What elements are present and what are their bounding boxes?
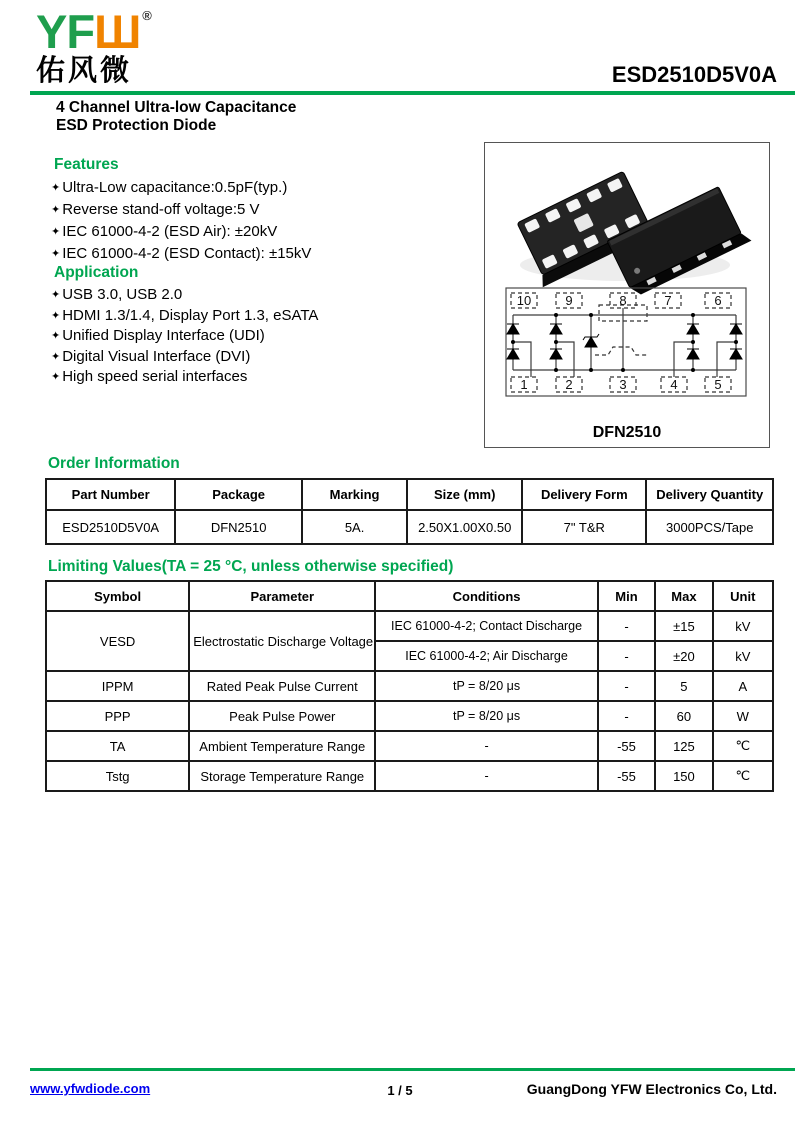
pin-label-9: 9: [565, 293, 573, 308]
application-text: Digital Visual Interface (DVI): [62, 347, 251, 365]
max-cell: 125: [655, 731, 712, 761]
application-text: USB 3.0, USB 2.0: [62, 286, 183, 303]
col-header: Marking: [302, 479, 407, 510]
pin-label-8: 8: [619, 293, 627, 308]
min-cell: -: [598, 701, 655, 731]
yfw-logo: [36, 5, 151, 87]
max-cell: 150: [655, 761, 712, 791]
footer-divider: [30, 1068, 795, 1071]
max-cell: 5: [655, 671, 712, 701]
list-item: [51, 347, 318, 368]
parameter-cell: Peak Pulse Power: [189, 701, 375, 731]
min-cell: -: [598, 611, 655, 641]
feature-text: IEC 61000-4-2 (ESD Contact): ±15kV: [62, 245, 312, 262]
application-heading: Application: [54, 264, 139, 281]
col-header: Symbol: [46, 581, 189, 611]
company-name: GuangDong YFW Electronics Co, Ltd.: [526, 1081, 777, 1097]
package-name-label: DFN2510: [592, 424, 662, 441]
table-row: [46, 671, 773, 701]
bullet-icon: ✦: [51, 309, 61, 322]
list-item: [51, 243, 311, 265]
limiting-values-heading: Limiting Values(TA = 25 °C, unless otherwise specified): [48, 558, 454, 575]
list-item: [51, 306, 318, 327]
table-row: [46, 701, 773, 731]
max-cell: ±20: [655, 641, 712, 671]
col-header: Max: [655, 581, 712, 611]
application-text: High speed serial interfaces: [62, 368, 248, 385]
table-header-row: [46, 479, 773, 510]
conditions-cell: -: [375, 761, 597, 791]
package-3d-image: [513, 171, 752, 297]
package-figure-graphic: [485, 143, 769, 447]
size-cell: 2.50X1.00X0.50: [407, 510, 522, 544]
application-text: Unified Display Interface (UDI): [62, 327, 265, 344]
col-header: Package: [175, 479, 301, 510]
col-header: Min: [598, 581, 655, 611]
col-header: Delivery Form: [522, 479, 646, 510]
marking-cell: 5A.: [302, 510, 407, 544]
list-item: [51, 326, 318, 347]
symbol-cell: TA: [46, 731, 189, 761]
list-item: [51, 285, 318, 306]
symbol-cell: VESD: [46, 611, 189, 671]
unit-cell: kV: [713, 611, 773, 641]
bullet-icon: ✦: [51, 289, 61, 301]
unit-cell: A: [713, 671, 773, 701]
subtitle-line1: 4 Channel Ultra-low Capacitance: [56, 99, 297, 116]
feature-text: Reverse stand-off voltage:5 V: [62, 201, 260, 218]
conditions-cell: -: [375, 731, 597, 761]
pin-label-7: 7: [664, 293, 672, 308]
delivery-quantity-cell: 3000PCS/Tape: [646, 510, 773, 544]
col-header: Conditions: [375, 581, 597, 611]
pin-label-10: 10: [516, 293, 532, 308]
table-row: [46, 761, 773, 791]
col-header: Size (mm): [407, 479, 522, 510]
parameter-cell: Ambient Temperature Range: [189, 731, 375, 761]
limiting-values-table: [45, 580, 774, 792]
package-figure-box: [484, 142, 770, 448]
bullet-icon: ✦: [51, 330, 61, 342]
part-number-cell: ESD2510D5V0A: [46, 510, 175, 544]
feature-text: Ultra-Low capacitance:0.5pF(typ.): [62, 179, 288, 196]
logo-wordmark: [36, 5, 151, 58]
header-divider: [30, 91, 795, 95]
pin-label-1: 1: [520, 377, 528, 392]
list-item: [51, 177, 311, 199]
list-item: [51, 367, 318, 388]
subtitle-line2: ESD Protection Diode: [56, 117, 217, 134]
bullet-icon: ✦: [51, 226, 61, 238]
symbol-cell: Tstg: [46, 761, 189, 791]
unit-cell: ℃: [713, 761, 773, 791]
registered-trademark-icon: ®: [142, 8, 151, 23]
logo-text-green: YF: [36, 5, 95, 58]
bullet-icon: ✦: [51, 371, 61, 383]
bullet-icon: ✦: [51, 182, 61, 194]
table-row: [46, 510, 773, 544]
logo-chinese-name: 佑风微: [36, 55, 133, 87]
conditions-cell: IEC 61000-4-2; Air Discharge: [375, 641, 597, 671]
col-header: Delivery Quantity: [646, 479, 773, 510]
list-item: [51, 221, 311, 243]
delivery-form-cell: 7" T&R: [522, 510, 646, 544]
max-cell: 60: [655, 701, 712, 731]
website-link[interactable]: www.yfwdiode.com: [30, 1081, 151, 1096]
symbol-cell: PPP: [46, 701, 189, 731]
symbol-cell: IPPM: [46, 671, 189, 701]
max-cell: ±15: [655, 611, 712, 641]
product-title: ESD2510D5V0A: [611, 62, 777, 87]
pin-label-4: 4: [670, 377, 678, 392]
order-info-heading: Order Information: [48, 455, 180, 472]
parameter-cell: Rated Peak Pulse Current: [189, 671, 375, 701]
conditions-cell: tP = 8/20 μs: [375, 671, 597, 701]
table-header-row: [46, 581, 773, 611]
application-list: [51, 285, 318, 388]
col-header: Part Number: [46, 479, 175, 510]
conditions-cell: IEC 61000-4-2; Contact Discharge: [375, 611, 597, 641]
features-heading: Features: [54, 156, 119, 173]
bullet-icon: ✦: [51, 204, 61, 216]
col-header: Parameter: [189, 581, 375, 611]
unit-cell: ℃: [713, 731, 773, 761]
logo-text-orange: Ш: [94, 5, 141, 58]
features-list: [51, 177, 311, 265]
page-number: 1 / 5: [387, 1083, 413, 1098]
pin-label-3: 3: [619, 377, 627, 392]
min-cell: -: [598, 671, 655, 701]
pin-label-5: 5: [714, 377, 722, 392]
page-subtitle: [56, 99, 296, 135]
conditions-cell: tP = 8/20 μs: [375, 701, 597, 731]
min-cell: -55: [598, 731, 655, 761]
col-header: Unit: [713, 581, 773, 611]
list-item: [51, 199, 311, 221]
order-info-table: [45, 478, 774, 545]
unit-cell: kV: [713, 641, 773, 671]
pin-label-2: 2: [565, 377, 573, 392]
parameter-cell: Storage Temperature Range: [189, 761, 375, 791]
parameter-cell: Electrostatic Discharge Voltage: [189, 611, 375, 671]
application-text: HDMI 1.3/1.4, Display Port 1.3, eSATA: [62, 306, 319, 324]
table-row: [46, 731, 773, 761]
bullet-icon: ✦: [51, 350, 61, 363]
min-cell: -55: [598, 761, 655, 791]
table-row: [46, 611, 773, 641]
package-cell: DFN2510: [175, 510, 301, 544]
pin-label-6: 6: [714, 293, 722, 308]
min-cell: -: [598, 641, 655, 671]
circuit-diagram: [506, 288, 746, 396]
unit-cell: W: [713, 701, 773, 731]
bullet-icon: ✦: [51, 248, 61, 260]
feature-text: IEC 61000-4-2 (ESD Air): ±20kV: [62, 223, 278, 240]
